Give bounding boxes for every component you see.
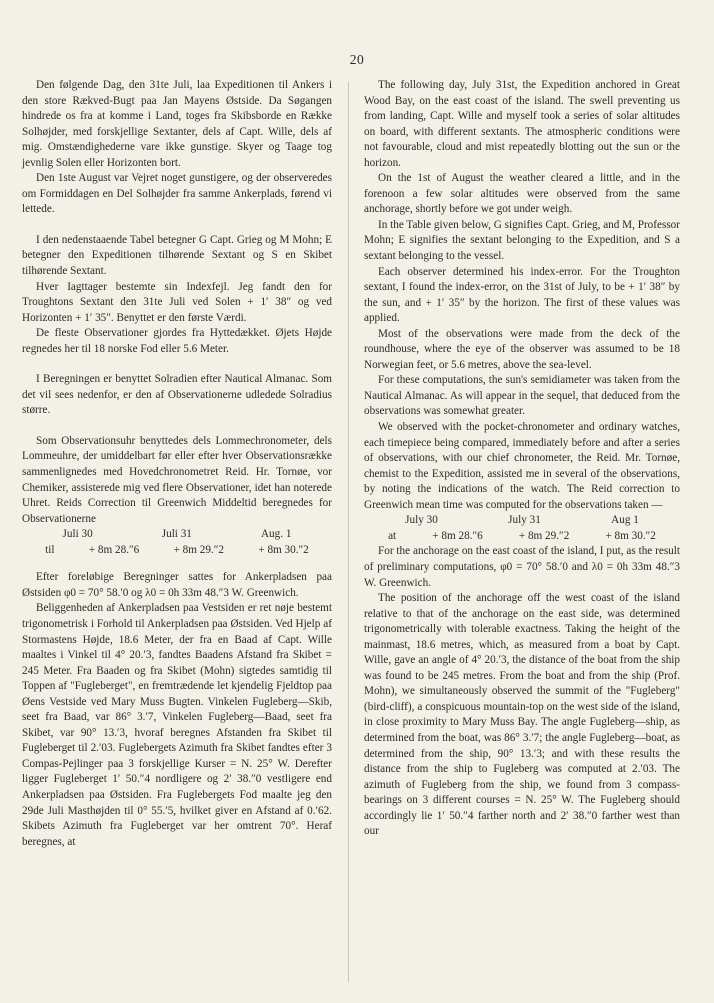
correction-date: July 30 (405, 514, 438, 527)
paragraph: Efter foreløbige Beregninger sattes for Ankerpladsen paa Østsiden φ0 = 70° 58.′0 og λ0 = 0h 33m 48.″3 W. Greenwich. (22, 571, 332, 599)
paragraph: I Beregningen er benyttet Solradien efter Nautical Almanac. Som det vil sees nedenfor, er den af Observationerne udledede Solradius større. (22, 373, 332, 417)
correction-date: July 31 (508, 514, 541, 527)
correction-date: Aug. 1 (260, 528, 292, 541)
correction-value: + 8m 29.″2 (518, 529, 570, 542)
correction-value: + 8m 29.″2 (173, 543, 225, 556)
paragraph: The position of the anchorage off the west coast of the island relative to that of the anchorage on the east side, was determined trigonometrically with tolerable exactness. Taking the height of the mainmast, 18.6 metres, which, as measured from a boat by Capt. Wille, gave an angle of 4° 20.′3, the distance of the boat from the ship was found to be 245 metres. From the boat and from the ship (Prof. Mohn), we simultaneously observed the summit of the "Fugleberg" (bird-cliff), a conspicuous mountain-top on the west side of the island, in close proximity to Mary Muss Bay. The angle Fugleberg—ship, as determined from the boat, was 86° 3.′7; the angle Fugleberg—boat, as determined from the ship, 90° 13.′3; and with these results the distance from the ship to Fugleberg was computed at 2.′03. The azimuth of Fugleberg from the ship, we found from 3 compass-bearings on 3 different courses = N. 25° W. The Fugleberg should accordingly lie 1′ 50.″4 farther north and 2′ 38.″0 farther west than our (364, 592, 680, 838)
correction-table-headers (364, 513, 680, 529)
norwegian-column (22, 78, 332, 850)
paragraph: Som Observationsuhr benyttedes dels Lommechronometer, dels Lommeuhre, der umiddelbart før eller efter hver Observationsrække sammenlignedes med Hovedchronometret Reid. Hr. Tornøe, vor Chemiker, assisterede mig ved flere Observationer, idet han noterede Uhret. Reids Correction til Greenwich Middeltid beregnedes for Observationerne (22, 434, 332, 525)
paragraph: The following day, July 31st, the Expedition anchored in Great Wood Bay, on the east coast of the island. The swell preventing us from landing, Capt. Wille and myself took a series of solar altitudes on board, with different sextants. The atmospheric conditions were not favourable, cloud and mist repeatedly blotting out the sun or the horizon. (364, 79, 680, 169)
paragraph: Beliggenheden af Ankerpladsen paa Vestsiden er ret nøje bestemt trigonometrisk i Forhold til Ankerpladsen paa Østsiden. Ved Hjelp af Stormastens Højde, 18.6 Meter, der fra en Baad af Capt. Wille maaltes i Vinkel til 4° 20.′3, fandtes Baadens Afstand fra Skibet = 245 Meter. Fra Baaden og fra Skibet (Mohn) sigtedes samtidig til Toppen af "Fugleberget", en fremtrædende let kjendelig Fjeldtop paa Øens Vestside ved Mary Muss Bugten. Vinkelen Fugleberg—Skib, seet fra Baad, var 86° 3.′7, Vinkelen Fugleberg—Baad, seet fra Skibet, var 90° 13.′3, hvoraf beregnes Afstanden fra Skibet til Fugleberget til 2.′03. Fuglebergets Azimuth fra Skibet fandtes efter 3 Compas-Pejlinger paa 3 forskjellige Kurser = N. 25° W. Derefter ligger Fugleberget 1′ 50.″4 nordligere og 2′ 38.″0 vestligere end Ankerpladsen paa Østsiden. Fra Fuglebergets Fod maalte jeg den 29de Juli Masthøjden til 0° 55.′5, hvilket giver en Afstand af 0.′62. Skibets Azimuth fra Fugleberget var her omtrent 70°. Heraf beregnes, at (22, 602, 332, 848)
english-column (364, 78, 680, 840)
paragraph: I den nedenstaaende Tabel betegner G Capt. Grieg og M Mohn; E betegner den Expeditionen tilhørende Sextant og S en Skibet tilhørende Sextant. (22, 233, 332, 278)
correction-value: + 8m 30.″2 (605, 529, 656, 542)
correction-label: til (45, 543, 55, 556)
correction-date: Juli 31 (161, 528, 192, 541)
correction-date: Juli 30 (62, 528, 93, 541)
correction-value: + 8m 28.″6 (88, 543, 140, 556)
paragraph: Den 1ste August var Vejret noget gunstigere, og der observeredes om Formiddagen en Del Solhøjder fra samme Ankerplads, førend vi lettede. (22, 172, 332, 216)
column-divider (348, 82, 349, 982)
correction-value: + 8m 28.″6 (432, 529, 483, 542)
correction-value: + 8m 30.″2 (258, 543, 309, 556)
paragraph: Each observer determined his index-error. For the Troughton sextant, I found the index-error, on the 31st of July, to be + 1′ 38″ by the sun, and + 1′ 35″ by the horizon. The first of these values was applied. (364, 265, 680, 325)
paragraph: De fleste Observationer gjordes fra Hyttedækket. Øjets Højde regnedes her til 18 norske Fod eller 5.6 Meter. (22, 327, 332, 355)
paragraph: Most of the observations were made from the deck of the roundhouse, where the eye of the observer was assumed to be 18 Norwegian feet, or 5.6 metres, above the sea-level. (364, 327, 680, 371)
paragraph: Hver Iagttager bestemte sin Indexfejl. Jeg fandt den for Troughtons Sextant den 31te Juli ved Solen + 1′ 38″ og ved Horizonten + 1′ 35″. Benyttet er den første Værdi. (22, 280, 332, 324)
page-number: 20 (349, 52, 365, 67)
correction-table-values (22, 543, 332, 559)
correction-table-headers (22, 527, 332, 543)
paragraph: Den følgende Dag, den 31te Juli, laa Expeditionen til Ankers i den store Rækved-Bugt paa Jan Mayens Østside. Da Søgangen hindrede os fra at komme i Land, toges fra Skibsborde en Række Solhøjder, med forskjellige Sextanter, dels af Capt. Wille, dels af mig. Omstændighederne vare ikke gunstige. Skyer og Taage tog jevnlig Solen eller Horizonten bort. (22, 79, 332, 169)
correction-table-values (364, 529, 680, 545)
correction-label: at (388, 529, 397, 542)
paragraph: In the Table given below, G signifies Capt. Grieg, and M, Professor Mohn; E signifies the sextant belonging to the Expedition, and S a sextant belonging to the vessel. (364, 218, 680, 263)
paragraph: For the anchorage on the east coast of the island, I put, as the result of preliminary computations, φ0 = 70° 58.′0 and λ0 = 0h 33m 48.″3 W. Greenwich. (364, 545, 680, 589)
paragraph: For these computations, the sun's semidiameter was taken from the Nautical Almanac. As will appear in the sequel, that deduced from the observations was somewhat greater. (364, 374, 680, 418)
paragraph: We observed with the pocket-chronometer and ordinary watches, each timepiece being compared, immediately before and after a series of observations, with our chief chronometer, the Reid. Mr. Tornøe, chemist to the Expedition, assisted me in several of the observations, by noting the indications of the watch. The Reid correction to Greenwich mean time was computed for the observations taken — (364, 421, 680, 511)
correction-date: Aug 1 (611, 514, 639, 527)
paragraph: On the 1st of August the weather cleared a little, and in the forenoon a few solar altitudes were observed from the same anchorage, shortly before we got under weigh. (364, 172, 680, 216)
